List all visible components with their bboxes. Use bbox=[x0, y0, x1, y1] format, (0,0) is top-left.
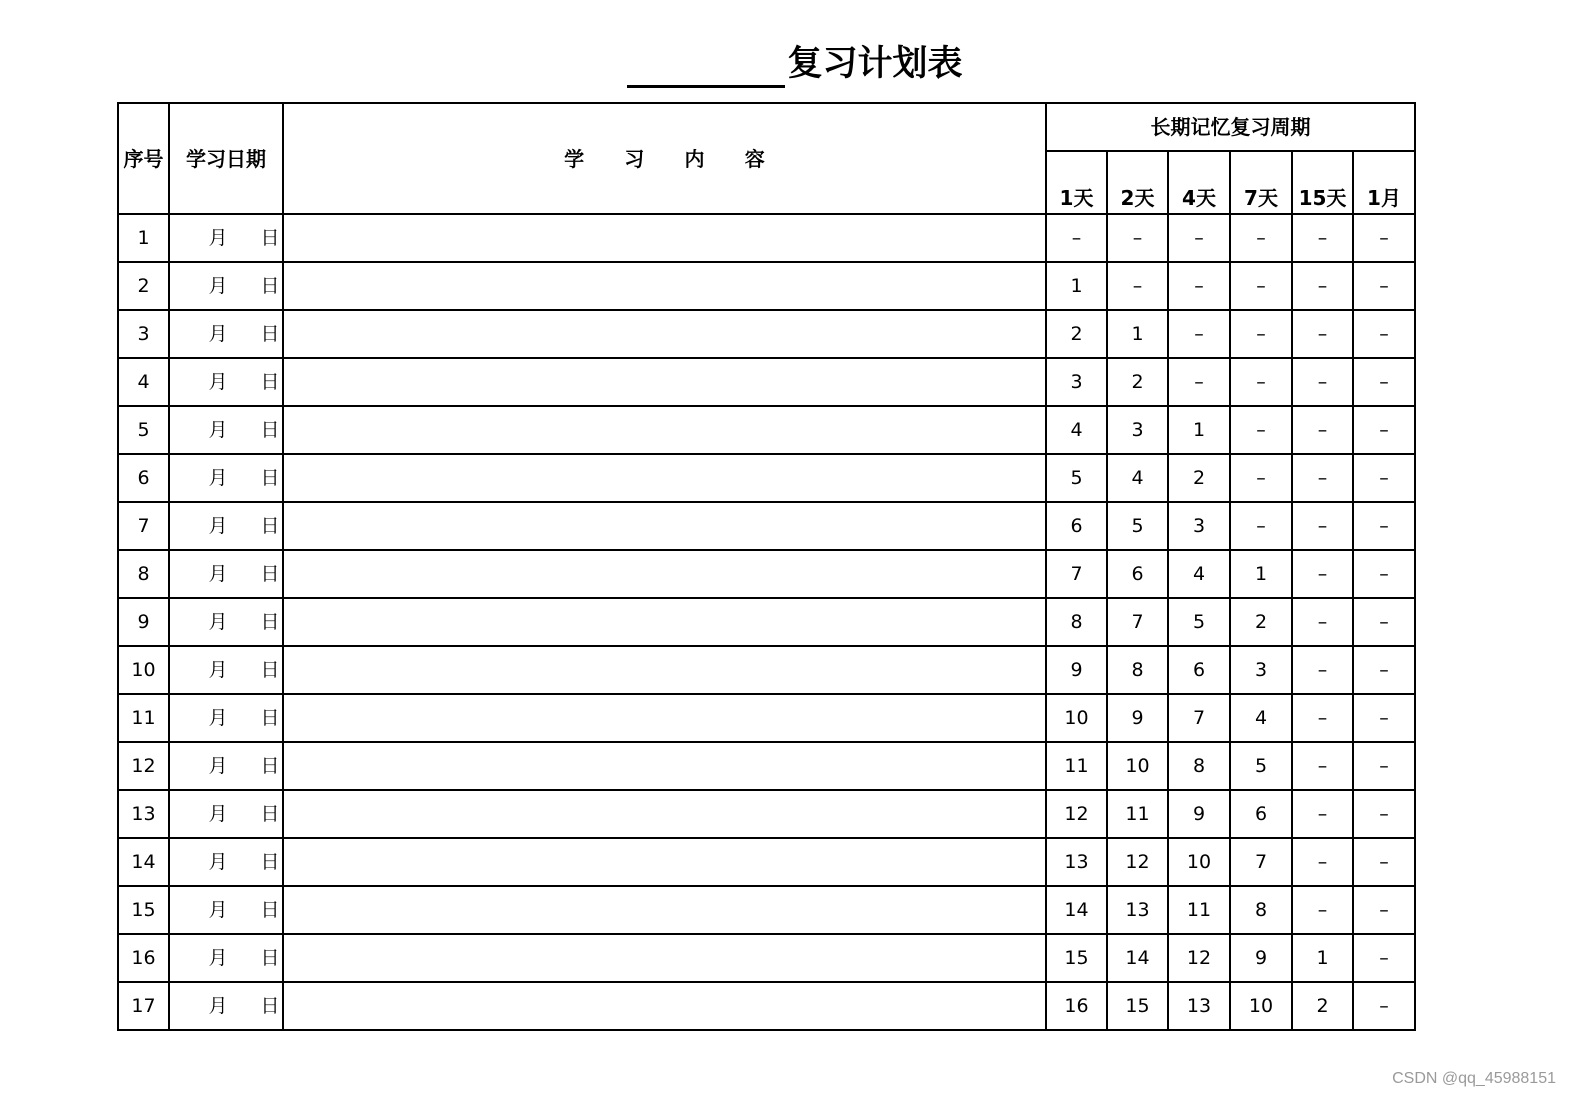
day-label: 日 bbox=[260, 899, 280, 921]
row-number: 2 bbox=[118, 262, 169, 310]
review-cycle-cell: – bbox=[1353, 214, 1415, 262]
review-cycle-cell: 10 bbox=[1046, 694, 1107, 742]
row-number: 10 bbox=[118, 646, 169, 694]
study-content-cell[interactable] bbox=[283, 838, 1046, 886]
review-cycle-cell: 8 bbox=[1107, 646, 1168, 694]
review-cycle-cell: 4 bbox=[1230, 694, 1292, 742]
day-label: 日 bbox=[260, 563, 280, 585]
review-cycle-cell: 10 bbox=[1230, 982, 1292, 1030]
table-row bbox=[118, 406, 1415, 454]
review-cycle-cell: 3 bbox=[1168, 502, 1230, 550]
review-cycle-cell: – bbox=[1353, 358, 1415, 406]
review-cycle-cell: – bbox=[1353, 262, 1415, 310]
review-cycle-cell: 7 bbox=[1046, 550, 1107, 598]
review-cycle-cell: – bbox=[1292, 502, 1353, 550]
row-number: 14 bbox=[118, 838, 169, 886]
table-row bbox=[118, 694, 1415, 742]
study-content-cell[interactable] bbox=[283, 694, 1046, 742]
review-cycle-cell: 8 bbox=[1168, 742, 1230, 790]
review-cycle-cell: 14 bbox=[1107, 934, 1168, 982]
review-cycle-cell: – bbox=[1353, 790, 1415, 838]
month-label: 月 bbox=[208, 563, 228, 585]
row-number: 15 bbox=[118, 886, 169, 934]
review-cycle-cell: 1 bbox=[1107, 310, 1168, 358]
day-label: 日 bbox=[260, 227, 280, 249]
header-cycle-group: 长期记忆复习周期 bbox=[1046, 103, 1415, 151]
month-label: 月 bbox=[208, 851, 228, 873]
table-row bbox=[118, 886, 1415, 934]
review-cycle-cell: 3 bbox=[1107, 406, 1168, 454]
review-cycle-cell: – bbox=[1292, 262, 1353, 310]
day-label: 日 bbox=[260, 803, 280, 825]
review-cycle-cell: 5 bbox=[1107, 502, 1168, 550]
review-cycle-cell: – bbox=[1292, 454, 1353, 502]
study-date-cell[interactable] bbox=[169, 790, 283, 838]
header-seq: 序号 bbox=[118, 103, 169, 214]
title-text: 复习计划表 bbox=[787, 44, 963, 84]
review-cycle-cell: 7 bbox=[1168, 694, 1230, 742]
day-label: 日 bbox=[260, 755, 280, 777]
row-number: 4 bbox=[118, 358, 169, 406]
review-cycle-cell: – bbox=[1230, 310, 1292, 358]
row-number: 7 bbox=[118, 502, 169, 550]
review-cycle-cell: – bbox=[1292, 742, 1353, 790]
review-cycle-cell: 8 bbox=[1230, 886, 1292, 934]
review-cycle-cell: – bbox=[1292, 646, 1353, 694]
review-cycle-cell: 6 bbox=[1168, 646, 1230, 694]
review-cycle-cell: 1 bbox=[1046, 262, 1107, 310]
month-label: 月 bbox=[208, 659, 228, 681]
review-cycle-cell: – bbox=[1046, 214, 1107, 262]
month-label: 月 bbox=[208, 611, 228, 633]
row-number: 13 bbox=[118, 790, 169, 838]
review-cycle-cell: – bbox=[1292, 406, 1353, 454]
page-title bbox=[0, 40, 1590, 88]
review-cycle-cell: – bbox=[1353, 550, 1415, 598]
review-cycle-cell: – bbox=[1168, 214, 1230, 262]
header-period: 1月 bbox=[1353, 151, 1415, 214]
review-cycle-cell: – bbox=[1107, 214, 1168, 262]
day-label: 日 bbox=[260, 467, 280, 489]
review-cycle-cell: 7 bbox=[1107, 598, 1168, 646]
day-label: 日 bbox=[260, 947, 280, 969]
review-cycle-cell: 4 bbox=[1107, 454, 1168, 502]
day-label: 日 bbox=[260, 995, 280, 1017]
review-cycle-cell: 9 bbox=[1107, 694, 1168, 742]
review-cycle-cell: 3 bbox=[1230, 646, 1292, 694]
study-content-cell[interactable] bbox=[283, 358, 1046, 406]
review-cycle-cell: – bbox=[1353, 982, 1415, 1030]
review-cycle-cell: – bbox=[1230, 262, 1292, 310]
review-cycle-cell: – bbox=[1292, 358, 1353, 406]
study-content-cell[interactable] bbox=[283, 646, 1046, 694]
review-cycle-cell: 11 bbox=[1168, 886, 1230, 934]
study-date-cell[interactable] bbox=[169, 934, 283, 982]
review-cycle-cell: – bbox=[1168, 358, 1230, 406]
study-date-cell[interactable] bbox=[169, 454, 283, 502]
review-cycle-cell: 4 bbox=[1046, 406, 1107, 454]
row-number: 3 bbox=[118, 310, 169, 358]
header-date: 学习日期 bbox=[169, 103, 283, 214]
study-date-cell[interactable] bbox=[169, 550, 283, 598]
month-label: 月 bbox=[208, 371, 228, 393]
review-cycle-cell: 10 bbox=[1107, 742, 1168, 790]
review-cycle-cell: 11 bbox=[1107, 790, 1168, 838]
day-label: 日 bbox=[260, 275, 280, 297]
header-period: 15天 bbox=[1292, 151, 1353, 214]
review-cycle-cell: 14 bbox=[1046, 886, 1107, 934]
study-content-cell[interactable] bbox=[283, 502, 1046, 550]
study-date-cell[interactable] bbox=[169, 694, 283, 742]
table-row bbox=[118, 262, 1415, 310]
month-label: 月 bbox=[208, 947, 228, 969]
study-date-cell[interactable] bbox=[169, 502, 283, 550]
header-period: 4天 bbox=[1168, 151, 1230, 214]
month-label: 月 bbox=[208, 467, 228, 489]
study-date-cell[interactable] bbox=[169, 310, 283, 358]
review-cycle-cell: 5 bbox=[1168, 598, 1230, 646]
review-cycle-cell: 2 bbox=[1168, 454, 1230, 502]
study-content-cell[interactable] bbox=[283, 886, 1046, 934]
review-cycle-cell: 1 bbox=[1230, 550, 1292, 598]
study-content-cell[interactable] bbox=[283, 454, 1046, 502]
row-number: 5 bbox=[118, 406, 169, 454]
header-period: 2天 bbox=[1107, 151, 1168, 214]
row-number: 16 bbox=[118, 934, 169, 982]
review-cycle-cell: 7 bbox=[1230, 838, 1292, 886]
table-row bbox=[118, 550, 1415, 598]
review-cycle-cell: – bbox=[1230, 454, 1292, 502]
review-cycle-cell: 6 bbox=[1230, 790, 1292, 838]
review-cycle-cell: – bbox=[1353, 934, 1415, 982]
table-row bbox=[118, 502, 1415, 550]
table-row bbox=[118, 838, 1415, 886]
row-number: 6 bbox=[118, 454, 169, 502]
review-cycle-cell: 2 bbox=[1046, 310, 1107, 358]
review-cycle-cell: 5 bbox=[1046, 454, 1107, 502]
study-date-cell[interactable] bbox=[169, 646, 283, 694]
study-content-cell[interactable] bbox=[283, 982, 1046, 1030]
review-cycle-cell: 10 bbox=[1168, 838, 1230, 886]
day-label: 日 bbox=[260, 707, 280, 729]
review-cycle-cell: – bbox=[1292, 598, 1353, 646]
row-number: 17 bbox=[118, 982, 169, 1030]
day-label: 日 bbox=[260, 419, 280, 441]
study-content-cell[interactable] bbox=[283, 214, 1046, 262]
row-number: 11 bbox=[118, 694, 169, 742]
month-label: 月 bbox=[208, 275, 228, 297]
review-cycle-cell: 5 bbox=[1230, 742, 1292, 790]
review-cycle-cell: 12 bbox=[1046, 790, 1107, 838]
review-cycle-cell: – bbox=[1292, 694, 1353, 742]
day-label: 日 bbox=[260, 371, 280, 393]
study-date-cell[interactable] bbox=[169, 358, 283, 406]
review-cycle-cell: 3 bbox=[1046, 358, 1107, 406]
review-cycle-cell: 4 bbox=[1168, 550, 1230, 598]
review-cycle-cell: 2 bbox=[1107, 358, 1168, 406]
review-cycle-cell: 9 bbox=[1046, 646, 1107, 694]
study-content-cell[interactable] bbox=[283, 550, 1046, 598]
table-row bbox=[118, 790, 1415, 838]
review-cycle-cell: 11 bbox=[1046, 742, 1107, 790]
day-label: 日 bbox=[260, 515, 280, 537]
month-label: 月 bbox=[208, 227, 228, 249]
watermark: CSDN @qq_45988151 bbox=[1392, 1070, 1556, 1087]
review-cycle-cell: 2 bbox=[1292, 982, 1353, 1030]
study-content-cell[interactable] bbox=[283, 934, 1046, 982]
review-cycle-cell: – bbox=[1292, 550, 1353, 598]
study-date-cell[interactable] bbox=[169, 982, 283, 1030]
review-cycle-cell: 16 bbox=[1046, 982, 1107, 1030]
study-content-cell[interactable] bbox=[283, 262, 1046, 310]
month-label: 月 bbox=[208, 323, 228, 345]
review-cycle-cell: – bbox=[1230, 214, 1292, 262]
review-cycle-cell: 6 bbox=[1046, 502, 1107, 550]
review-cycle-cell: – bbox=[1230, 358, 1292, 406]
month-label: 月 bbox=[208, 803, 228, 825]
study-date-cell[interactable] bbox=[169, 838, 283, 886]
review-cycle-cell: – bbox=[1353, 406, 1415, 454]
review-cycle-cell: – bbox=[1292, 838, 1353, 886]
study-date-cell[interactable] bbox=[169, 214, 283, 262]
review-cycle-cell: 12 bbox=[1107, 838, 1168, 886]
study-content-cell[interactable] bbox=[283, 406, 1046, 454]
review-cycle-cell: 13 bbox=[1168, 982, 1230, 1030]
table-row bbox=[118, 454, 1415, 502]
day-label: 日 bbox=[260, 611, 280, 633]
month-label: 月 bbox=[208, 995, 228, 1017]
review-cycle-cell: – bbox=[1353, 742, 1415, 790]
study-content-cell[interactable] bbox=[283, 310, 1046, 358]
review-plan-table bbox=[117, 102, 1416, 1031]
row-number: 1 bbox=[118, 214, 169, 262]
review-cycle-cell: 9 bbox=[1230, 934, 1292, 982]
review-cycle-cell: – bbox=[1353, 886, 1415, 934]
review-cycle-cell: – bbox=[1230, 406, 1292, 454]
review-cycle-cell: 9 bbox=[1168, 790, 1230, 838]
review-cycle-cell: 15 bbox=[1046, 934, 1107, 982]
table-row bbox=[118, 358, 1415, 406]
review-cycle-cell: – bbox=[1353, 694, 1415, 742]
review-cycle-cell: 1 bbox=[1168, 406, 1230, 454]
review-cycle-cell: 13 bbox=[1046, 838, 1107, 886]
review-cycle-cell: – bbox=[1168, 310, 1230, 358]
review-cycle-cell: 15 bbox=[1107, 982, 1168, 1030]
study-date-cell[interactable] bbox=[169, 406, 283, 454]
row-number: 8 bbox=[118, 550, 169, 598]
review-cycle-cell: 8 bbox=[1046, 598, 1107, 646]
header-period: 7天 bbox=[1230, 151, 1292, 214]
study-date-cell[interactable] bbox=[169, 598, 283, 646]
review-cycle-cell: – bbox=[1353, 646, 1415, 694]
study-content-cell[interactable] bbox=[283, 742, 1046, 790]
review-cycle-cell: – bbox=[1292, 310, 1353, 358]
subject-blank-line bbox=[627, 49, 785, 88]
review-cycle-cell: – bbox=[1230, 502, 1292, 550]
study-date-cell[interactable] bbox=[169, 742, 283, 790]
study-date-cell[interactable] bbox=[169, 886, 283, 934]
table-body bbox=[118, 214, 1415, 1030]
review-cycle-cell: 13 bbox=[1107, 886, 1168, 934]
review-cycle-cell: 12 bbox=[1168, 934, 1230, 982]
review-cycle-cell: – bbox=[1353, 838, 1415, 886]
month-label: 月 bbox=[208, 707, 228, 729]
day-label: 日 bbox=[260, 851, 280, 873]
review-cycle-cell: 2 bbox=[1230, 598, 1292, 646]
study-content-cell[interactable] bbox=[283, 790, 1046, 838]
table-row bbox=[118, 310, 1415, 358]
day-label: 日 bbox=[260, 659, 280, 681]
month-label: 月 bbox=[208, 755, 228, 777]
study-content-cell[interactable] bbox=[283, 598, 1046, 646]
table-row bbox=[118, 214, 1415, 262]
study-date-cell[interactable] bbox=[169, 262, 283, 310]
review-cycle-cell: – bbox=[1292, 886, 1353, 934]
review-cycle-cell: – bbox=[1353, 310, 1415, 358]
review-cycle-cell: – bbox=[1292, 790, 1353, 838]
month-label: 月 bbox=[208, 419, 228, 441]
header-period: 1天 bbox=[1046, 151, 1107, 214]
table-row bbox=[118, 982, 1415, 1030]
header-content: 学 习 内 容 bbox=[283, 103, 1046, 214]
month-label: 月 bbox=[208, 899, 228, 921]
review-cycle-cell: – bbox=[1353, 454, 1415, 502]
table-row bbox=[118, 598, 1415, 646]
month-label: 月 bbox=[208, 515, 228, 537]
review-cycle-cell: – bbox=[1353, 598, 1415, 646]
day-label: 日 bbox=[260, 323, 280, 345]
review-cycle-cell: 6 bbox=[1107, 550, 1168, 598]
table-row bbox=[118, 934, 1415, 982]
review-cycle-cell: – bbox=[1168, 262, 1230, 310]
review-cycle-cell: – bbox=[1292, 214, 1353, 262]
row-number: 12 bbox=[118, 742, 169, 790]
table-row bbox=[118, 742, 1415, 790]
review-cycle-cell: 1 bbox=[1292, 934, 1353, 982]
row-number: 9 bbox=[118, 598, 169, 646]
review-cycle-cell: – bbox=[1107, 262, 1168, 310]
table-row bbox=[118, 646, 1415, 694]
review-cycle-cell: – bbox=[1353, 502, 1415, 550]
